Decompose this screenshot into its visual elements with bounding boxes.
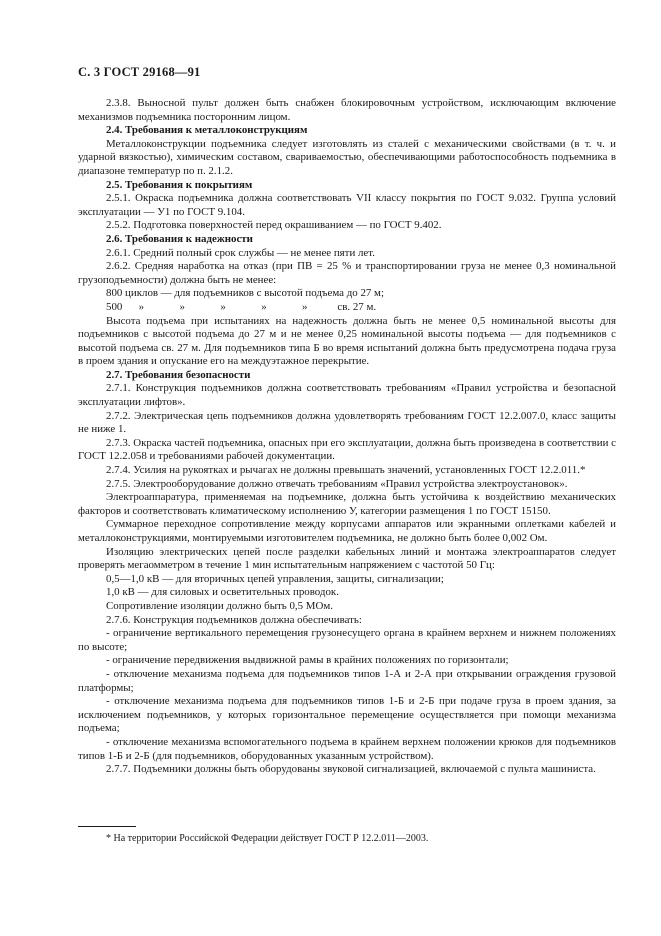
paragraph-2-7-5: 2.7.5. Электрооборудование должно отвечать требованиям «Правил устройства электроустановок». [106, 477, 568, 490]
paragraph-2-6-2-cycles-500: 500 » » » » » св. 27 м. [106, 300, 377, 313]
page-header: С. 3 ГОСТ 29168—91 [78, 65, 201, 79]
paragraph-2-7-5-secondary: 0,5—1,0 кВ — для вторичных цепей управления, защиты, сигнализации; [106, 572, 444, 585]
footnote: * На территории Российской Федерации действует ГОСТ Р 12.2.011—2003. [106, 833, 429, 844]
paragraph-2-3-8: 2.3.8. Выносной пульт должен быть снабжен блокировочным устройством, исключающим включение механизмов подъемника посторонним лицом. [78, 97, 616, 123]
list-item-opening-cutoff: - отключение механизма подъема для подъемников типов 1-Б и 2-Б при подаче груза в проем здания, за исключением подъемников, у которых горизонтальное перемещение осуществляется при помощи механизма подъема; [78, 695, 616, 735]
list-item-horizontal-limit: - ограничение передвижения выдвижной рамы в крайних положениях по горизонтали; [106, 654, 509, 667]
paragraph-2-6-2: 2.6.2. Средняя наработка на отказ (при ПВ = 25 % и транспортировании груза не менее 0,3 номинальной грузоподъемности) должна быть не менее: [78, 260, 616, 286]
paragraph-2-6-2-height: Высота подъема при испытаниях на надежность должна быть не менее 0,5 номинальной высоты для подъемников с высотой подъема до 27 м и не менее 0,25 номинальной высоты подъема — для подъемников с высотой подъема св. 27 м. Для подъемников типа Б во время испытаний должна быть предусмотрена подача груза в проем здания и опускание его на междуэтажное перекрытие. [78, 314, 616, 368]
section-heading-2-5: 2.5. Требования к покрытиям [106, 178, 253, 191]
paragraph-2-4: Металлоконструкции подъемника следует изготовлять из сталей с механическими свойствами (в т. ч. и ударной вязкостью), химическим составом, свариваемостью, обеспечивающими работоспособность подъемника в диапазоне температур по п. 2.1.2. [78, 137, 616, 177]
paragraph-2-7-2: 2.7.2. Электрическая цепь подъемников должна удовлетворять требованиям ГОСТ 12.2.007.0, класс защиты не ниже 1. [78, 409, 616, 436]
paragraph-2-6-2-cycles-800: 800 циклов — для подъемников с высотой подъема до 27 м; [106, 287, 384, 300]
paragraph-2-7-1: 2.7.1. Конструкция подъемников должна соответствовать требованиям «Правил устройства и безопасной эксплуатации лифтов». [78, 382, 616, 409]
document-body [78, 97, 616, 777]
paragraph-2-5-2: 2.5.2. Подготовка поверхностей перед окрашиванием — по ГОСТ 9.402. [106, 219, 442, 232]
list-item-vertical-limit: - ограничение вертикального перемещения грузонесущего органа в крайнем верхнем и нижнем положениях по высоте; [78, 627, 616, 653]
section-heading-2-4: 2.4. Требования к металлоконструкциям [106, 124, 308, 137]
paragraph-2-7-5-insulation: Изоляцию электрических цепей после разделки кабельных линий и монтажа электроаппаратов следует проверять мегаомметром в течение 1 мин испытательным напряжением с частотой 50 Гц: [78, 545, 616, 572]
paragraph-2-6-1: 2.6.1. Средний полный срок службы — не менее пяти лет. [106, 246, 375, 259]
section-heading-2-7: 2.7. Требования безопасности [106, 368, 251, 381]
paragraph-2-7-4: 2.7.4. Усилия на рукоятках и рычагах не должны превышать значений, установленных ГОСТ 12.2.011.* [106, 464, 586, 477]
footnote-divider [78, 826, 136, 827]
paragraph-2-7-5-resistance: Суммарное переходное сопротивление между корпусами аппаратов или экранными оплетками кабелей и металлоконструкциями, монтируемыми изготовителем подъемника, не должно быть более 0,002 Ом. [78, 518, 616, 544]
paragraph-2-5-1: 2.5.1. Окраска подъемника должна соответствовать VII классу покрытия по ГОСТ 9.032. Группа условий эксплуатации — У1 по ГОСТ 9.104. [78, 192, 616, 218]
section-heading-2-6: 2.6. Требования к надежности [106, 232, 253, 245]
paragraph-2-7-6: 2.7.6. Конструкция подъемников должна обеспечивать: [106, 613, 362, 626]
paragraph-2-7-5-power: 1,0 кВ — для силовых и осветительных проводок. [106, 586, 339, 599]
list-item-guard-cutoff: - отключение механизма подъема для подъемников типов 1-А и 2-А при открывании ограждения грузовой платформы; [78, 667, 616, 694]
paragraph-2-7-5-equipment: Электроаппаратура, применяемая на подъемнике, должна быть устойчива к воздействию механических факторов и соответствовать климатическому исполнению У, категории размещения 1 по ГОСТ 15150. [78, 491, 616, 517]
list-item-auxiliary-cutoff: - отключение механизма вспомогательного подъема в крайнем верхнем положении крюков для подъемников типов 1-Б и 2-Б (для подъемников, оборудованных указанным устройством). [78, 735, 616, 762]
paragraph-2-7-5-resistance-value: Сопротивление изоляции должно быть 0,5 МОм. [106, 599, 333, 612]
paragraph-2-7-3: 2.7.3. Окраска частей подъемника, опасных при его эксплуатации, должна быть произведена в соответствии с ГОСТ 12.2.058 и требованиями рабочей документации. [78, 436, 616, 463]
paragraph-2-7-7: 2.7.7. Подъемники должны быть оборудованы звуковой сигнализацией, включаемой с пульта машиниста. [106, 763, 596, 776]
